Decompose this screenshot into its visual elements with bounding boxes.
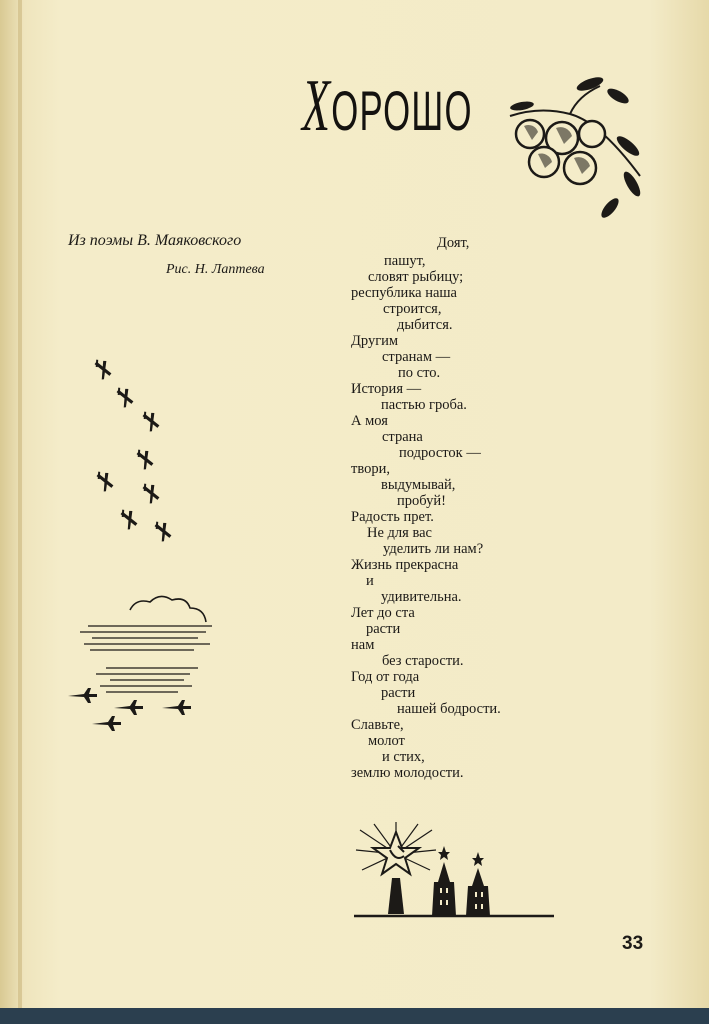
poem-line: строится, — [383, 301, 442, 317]
poem-line: уделить ли нам? — [383, 541, 484, 557]
title-rest: ОРОШО — [331, 79, 473, 142]
title-initial: Х — [302, 65, 332, 147]
kremlin-star-icon — [352, 822, 556, 922]
poem-line: по сто. — [398, 365, 441, 381]
poem-line: без старости. — [382, 653, 464, 669]
page-bottom-edge — [0, 1008, 709, 1024]
page-number: 33 — [622, 933, 644, 954]
poem-line: словят рыбицу; — [368, 269, 464, 285]
poem-line: Славьте, — [351, 717, 404, 733]
apple-branch-icon — [500, 76, 650, 226]
page-spine-shadow — [18, 0, 22, 1024]
poem-source: Из поэмы В. Маяковского — [68, 232, 242, 249]
poem-line: пастью гроба. — [381, 397, 467, 413]
poem-line: твори, — [351, 461, 390, 477]
poem-line: нам — [351, 637, 375, 653]
poem-line: и стих, — [382, 749, 425, 765]
poem-line: молот — [368, 733, 405, 749]
poem-line: пробуй! — [397, 493, 446, 509]
poem-line: Жизнь прекрасна — [351, 557, 459, 573]
poem-line: История — — [351, 381, 422, 397]
clouds-and-planes-icon — [66, 592, 226, 742]
poem-line: Год от года — [351, 669, 420, 685]
poem-line: странам — — [382, 349, 451, 365]
poem-line: Радость прет. — [351, 509, 434, 525]
poem-line: нашей бодрости. — [397, 701, 501, 717]
poem-title — [302, 64, 473, 149]
poem-line: Не для вас — [367, 525, 432, 541]
poem-line: дыбится. — [397, 317, 453, 333]
poem-line: расти — [366, 621, 401, 637]
poem-line: страна — [382, 429, 423, 445]
poem-line: Доят, — [437, 235, 470, 251]
poem-line: землю молодости. — [351, 765, 464, 781]
poem-line: удивительна. — [381, 589, 462, 605]
poem-line: и — [366, 573, 374, 589]
poem-line: А моя — [351, 413, 388, 429]
poem-line: выдумывай, — [381, 477, 456, 493]
poem-line: республика наша — [351, 285, 457, 301]
airplane-formation-icon — [86, 356, 186, 556]
poem-line: Лет до ста — [351, 605, 415, 621]
poem-line: Другим — [351, 333, 399, 349]
poem-line: подросток — — [399, 445, 481, 461]
poem-line: пашут, — [384, 253, 426, 269]
poem-line: расти — [381, 685, 416, 701]
illustrator-credit: Рис. Н. Лаптева — [166, 262, 265, 277]
